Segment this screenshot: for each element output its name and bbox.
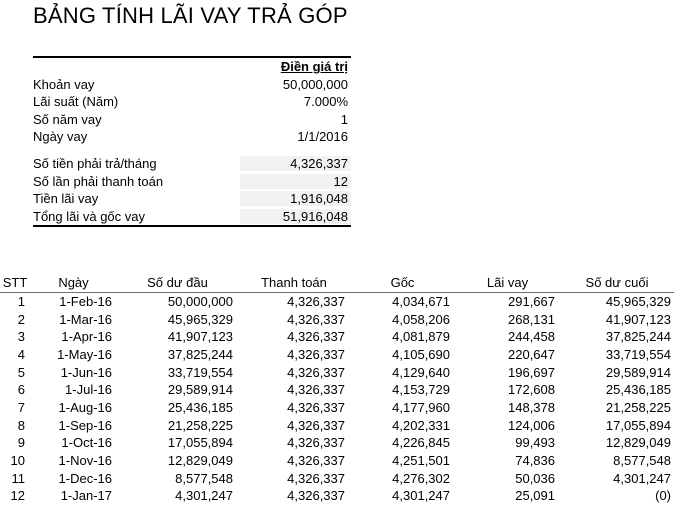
loan-input-label: Số năm vay <box>33 111 102 127</box>
schedule-cell: 196,697 <box>508 364 555 380</box>
loan-input-label: Lãi suất (Năm) <box>33 94 119 110</box>
loan-summary-label: Tiền lãi vay <box>33 191 99 207</box>
schedule-cell: 25,436,185 <box>605 382 671 398</box>
schedule-cell: 1-Sep-16 <box>58 417 112 433</box>
column-header: STT <box>2 275 28 291</box>
table-row <box>0 487 674 505</box>
schedule-cell: 1 <box>17 293 25 309</box>
schedule-cell: 8 <box>17 417 25 433</box>
schedule-cell: 29,589,914 <box>167 382 233 398</box>
loan-input-value[interactable]: 1/1/2016 <box>297 129 348 145</box>
schedule-cell: 4,129,640 <box>392 364 450 380</box>
schedule-cell: 4,034,671 <box>392 293 450 309</box>
schedule-cell: 1-Jun-16 <box>60 364 112 380</box>
schedule-cell: 41,907,123 <box>167 329 233 345</box>
schedule-cell: 4,105,690 <box>392 346 450 362</box>
schedule-cell: 4,226,845 <box>392 435 450 451</box>
table-row <box>0 293 674 311</box>
schedule-cell: 50,036 <box>515 470 555 486</box>
amortization-table <box>0 274 674 505</box>
column-header: Ngày <box>58 275 89 291</box>
schedule-cell: 1-Apr-16 <box>61 329 112 345</box>
loan-summary-row <box>33 208 351 226</box>
schedule-cell: 4,326,337 <box>287 293 345 309</box>
loan-summary-label: Số lần phải thanh toán <box>33 173 164 189</box>
schedule-cell: 33,719,554 <box>605 346 671 362</box>
schedule-cell: 1-Jul-16 <box>65 382 112 398</box>
schedule-cell: 1-May-16 <box>57 346 112 362</box>
schedule-cell: 1-Nov-16 <box>58 453 112 469</box>
loan-summary-value: 51,916,048 <box>240 209 351 224</box>
schedule-cell: 37,825,244 <box>167 346 233 362</box>
loan-input-value[interactable]: 7.000% <box>303 94 348 110</box>
schedule-cell: 21,258,225 <box>605 399 671 415</box>
schedule-cell: 4,326,337 <box>287 311 345 327</box>
loan-input-label: Ngày vay <box>33 129 88 145</box>
table-row <box>0 346 674 364</box>
schedule-cell: 50,000,000 <box>167 293 233 309</box>
loan-input-row <box>33 76 351 94</box>
schedule-cell: 4,177,960 <box>392 399 450 415</box>
fill-values-header: Điền giá trị <box>280 59 348 75</box>
loan-summary-row <box>33 190 351 208</box>
schedule-cell: 4,326,337 <box>287 329 345 345</box>
table-row <box>0 434 674 452</box>
loan-summary-value: 12 <box>240 174 351 189</box>
schedule-cell: 17,055,894 <box>167 435 233 451</box>
table-row <box>0 452 674 470</box>
loan-input-row <box>33 93 351 111</box>
table-row <box>0 416 674 434</box>
table-row <box>0 363 674 381</box>
schedule-cell: 4,326,337 <box>287 346 345 362</box>
loan-summary-row <box>33 155 351 173</box>
schedule-cell: 4,301,247 <box>613 470 671 486</box>
schedule-cell: 4,326,337 <box>287 470 345 486</box>
schedule-cell: 4,326,337 <box>287 382 345 398</box>
schedule-cell: 220,647 <box>508 346 555 362</box>
schedule-cell: 148,378 <box>508 399 555 415</box>
schedule-cell: 1-Oct-16 <box>61 435 112 451</box>
loan-summary-label: Tổng lãi và gốc vay <box>33 208 146 224</box>
schedule-cell: 4,058,206 <box>392 311 450 327</box>
schedule-cell: 45,965,329 <box>167 311 233 327</box>
schedule-body <box>0 293 674 505</box>
table-row <box>0 469 674 487</box>
column-header: Gốc <box>390 275 415 291</box>
table-header-row <box>0 274 674 293</box>
schedule-cell: 12,829,049 <box>605 435 671 451</box>
loan-input-row <box>33 111 351 129</box>
schedule-cell: 1-Feb-16 <box>59 293 112 309</box>
column-header: Số dư đầu <box>147 275 208 291</box>
loan-input-value[interactable]: 1 <box>340 111 348 127</box>
schedule-cell: 4,326,337 <box>287 417 345 433</box>
schedule-cell: 268,131 <box>508 311 555 327</box>
table-row <box>0 399 674 417</box>
loan-summary-block <box>33 155 351 227</box>
schedule-cell: 11 <box>11 470 25 486</box>
loan-summary-value: 4,326,337 <box>240 156 351 171</box>
loan-summary-row <box>33 173 351 191</box>
schedule-cell: 4,301,247 <box>175 488 233 504</box>
schedule-cell: 29,589,914 <box>605 364 671 380</box>
page-title: BẢNG TÍNH LÃI VAY TRẢ GÓP <box>33 3 348 28</box>
schedule-cell: 4,301,247 <box>392 488 450 504</box>
schedule-cell: 5 <box>17 364 25 380</box>
schedule-cell: 4,326,337 <box>287 453 345 469</box>
schedule-cell: 3 <box>17 329 25 345</box>
table-row <box>0 328 674 346</box>
schedule-cell: 4,081,879 <box>392 329 450 345</box>
schedule-cell: 4,326,337 <box>287 399 345 415</box>
schedule-cell: 7 <box>17 399 25 415</box>
schedule-cell: 4,326,337 <box>287 435 345 451</box>
schedule-cell: 8,577,548 <box>613 453 671 469</box>
loan-input-block <box>33 56 351 146</box>
schedule-cell: 1-Jan-17 <box>60 488 112 504</box>
schedule-cell: 25,091 <box>515 488 555 504</box>
schedule-cell: 37,825,244 <box>605 329 671 345</box>
schedule-cell: 45,965,329 <box>605 293 671 309</box>
loan-input-row <box>33 128 351 146</box>
schedule-cell: 33,719,554 <box>167 364 233 380</box>
table-row <box>0 381 674 399</box>
schedule-cell: 74,836 <box>515 453 555 469</box>
schedule-cell: 4,153,729 <box>392 382 450 398</box>
schedule-cell: 12 <box>10 488 25 504</box>
schedule-cell: 1-Aug-16 <box>58 399 112 415</box>
schedule-cell: 41,907,123 <box>605 311 671 327</box>
schedule-cell: 8,577,548 <box>175 470 233 486</box>
schedule-cell: (0) <box>655 488 671 504</box>
schedule-cell: 21,258,225 <box>167 417 233 433</box>
table-row <box>0 310 674 328</box>
schedule-cell: 99,493 <box>515 435 555 451</box>
schedule-cell: 6 <box>17 382 25 398</box>
schedule-cell: 12,829,049 <box>167 453 233 469</box>
schedule-cell: 1-Dec-16 <box>58 470 112 486</box>
fill-values-header-row <box>33 58 351 76</box>
schedule-cell: 124,006 <box>508 417 555 433</box>
schedule-cell: 17,055,894 <box>605 417 671 433</box>
schedule-cell: 4,202,331 <box>392 417 450 433</box>
column-header: Số dư cuối <box>585 275 649 291</box>
schedule-cell: 2 <box>17 311 25 327</box>
loan-input-value[interactable]: 50,000,000 <box>282 76 348 92</box>
column-header: Thanh toán <box>261 275 327 291</box>
schedule-cell: 4 <box>17 346 25 362</box>
schedule-cell: 1-Mar-16 <box>59 311 112 327</box>
schedule-cell: 4,326,337 <box>287 488 345 504</box>
schedule-cell: 244,458 <box>508 329 555 345</box>
column-header: Lãi vay <box>486 275 529 291</box>
loan-input-label: Khoản vay <box>33 76 95 92</box>
loan-summary-label: Số tiền phải trả/tháng <box>33 156 157 172</box>
schedule-cell: 4,251,501 <box>392 453 450 469</box>
loan-summary-value: 1,916,048 <box>240 191 351 206</box>
schedule-cell: 4,326,337 <box>287 364 345 380</box>
schedule-cell: 10 <box>10 453 25 469</box>
schedule-cell: 4,276,302 <box>392 470 450 486</box>
schedule-cell: 25,436,185 <box>167 399 233 415</box>
schedule-cell: 9 <box>17 435 25 451</box>
schedule-cell: 172,608 <box>508 382 555 398</box>
schedule-cell: 291,667 <box>508 293 555 309</box>
